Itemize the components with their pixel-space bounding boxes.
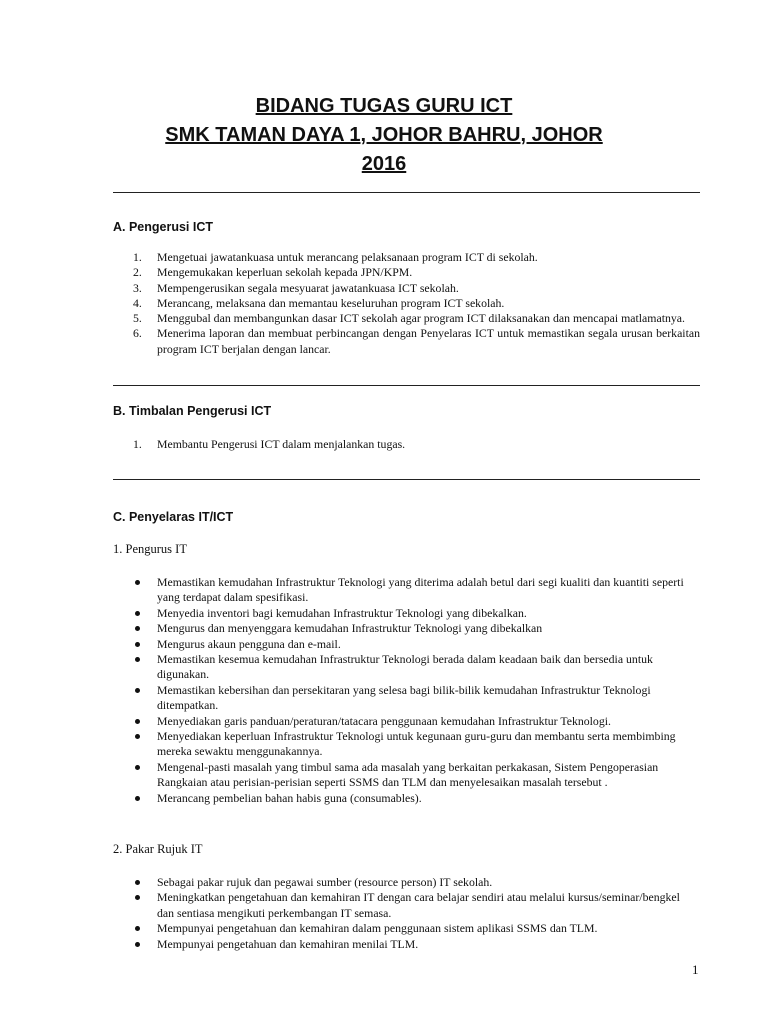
- list-item-text: Mengurus dan menyenggara kemudahan Infrastruktur Teknologi yang dibekalkan: [157, 621, 543, 636]
- bullet-icon: [135, 880, 140, 885]
- pengurus-it-list: [113, 575, 700, 806]
- section-a-heading: A. Pengerusi ICT: [113, 220, 214, 234]
- bullet-icon: [135, 719, 140, 724]
- list-item-text: Menyedia inventori bagi kemudahan Infrastruktur Teknologi yang dibekalkan.: [157, 605, 527, 620]
- list-item: [113, 575, 700, 606]
- list-item-number: 3.: [133, 280, 142, 295]
- list-item-text: Memastikan kebersihan dan persekitaran yang selesa bagi bilik-bilik kemudahan Infrastruktur Teknologi ditempatkan.: [157, 682, 651, 713]
- list-item: [113, 683, 700, 714]
- list-item: [113, 714, 700, 729]
- bullet-icon: [135, 580, 140, 585]
- list-item: [113, 311, 700, 326]
- list-item-text: Mengenal-pasti masalah yang timbul sama ada masalah yang berkaitan perkakasan, Sistem Pengoperasian Rangkaian atau perisian-perisian seperti SSMS dan TLM dan menyelesaikan masalah tersebut .: [157, 759, 659, 790]
- list-item-text: Meningkatkan pengetahuan dan kemahiran IT dengan cara belajar sendiri atau melalui kursus/seminar/bengkel dan sentiasa mengikuti perkembangan IT semasa.: [157, 890, 680, 920]
- list-item: [113, 875, 700, 890]
- bullet-icon: [135, 895, 140, 900]
- list-item-number: 6.: [133, 326, 142, 341]
- list-item: [113, 937, 700, 952]
- bullet-icon: [135, 688, 140, 693]
- list-item: [113, 326, 700, 357]
- bullet-icon: [135, 657, 140, 662]
- list-item-text: Mengetuai jawatankuasa untuk merancang pelaksanaan program ICT di sekolah.: [157, 250, 538, 264]
- list-item: [113, 281, 700, 296]
- list-item-number: 1.: [133, 437, 142, 451]
- list-item-text: Membantu Pengerusi ICT dalam menjalankan tugas.: [157, 437, 406, 451]
- list-item: [113, 437, 700, 452]
- list-item-text: Menggubal dan membangunkan dasar ICT sekolah agar program ICT dilaksanakan dan mencapai matlamatnya.: [157, 311, 685, 326]
- list-item-text: Memastikan kesemua kemudahan Infrastruktur Teknologi berada dalam keadaan baik dan bersedia untuk digunakan.: [157, 652, 653, 682]
- bullet-icon: [135, 765, 140, 770]
- list-item: [113, 296, 700, 311]
- list-item: [113, 265, 700, 280]
- list-item: [113, 729, 700, 760]
- list-item-text: Mempengerusikan segala mesyuarat jawatankuasa ICT sekolah.: [157, 280, 459, 295]
- list-item-number: 5.: [133, 311, 142, 326]
- page-number: 1: [692, 962, 699, 977]
- list-item-number: 2.: [133, 265, 142, 280]
- list-item-text: Mengemukakan keperluan sekolah kepada JPN/KPM.: [157, 265, 413, 280]
- pakar-rujuk-it-subheading: 2. Pakar Rujuk IT: [113, 842, 203, 856]
- list-item-text: Menyediakan garis panduan/peraturan/tatacara penggunaan kemudahan Infrastruktur Teknologi.: [157, 713, 611, 728]
- divider-line: [113, 479, 700, 480]
- pakar-rujuk-it-list: [113, 875, 700, 952]
- list-item-number: 4.: [133, 295, 142, 310]
- list-item: [113, 890, 700, 921]
- list-item: [113, 250, 700, 265]
- list-item-text: Menerima laporan dan membuat perbincangan dengan Penyelaras ICT untuk memastikan segala urusan berkaitan program ICT berjalan dengan lancar.: [157, 326, 700, 356]
- divider-line: [113, 385, 700, 386]
- list-item-text: Mempunyai pengetahuan dan kemahiran menilai TLM.: [157, 936, 419, 951]
- divider-line: [113, 192, 700, 193]
- section-b-list: [113, 437, 700, 452]
- section-c-heading: C. Penyelaras IT/ICT: [113, 510, 234, 524]
- bullet-icon: [135, 734, 140, 739]
- bullet-icon: [135, 942, 140, 947]
- bullet-icon: [135, 796, 140, 801]
- list-item-text: Sebagai pakar rujuk dan pegawai sumber (resource person) IT sekolah.: [157, 875, 493, 889]
- title-line-2: SMK TAMAN DAYA 1, JOHOR BAHRU, JOHOR: [165, 124, 603, 146]
- list-item-number: 1.: [133, 250, 142, 264]
- list-item: [113, 621, 700, 636]
- list-item: [113, 637, 700, 652]
- document-title: [0, 92, 768, 179]
- list-item: [113, 791, 700, 806]
- list-item-text: Memastikan kemudahan Infrastruktur Teknologi yang diterima adalah betul dari segi kualiti dan kuantiti seperti yang terdapat dalam spesifikasi.: [157, 575, 684, 605]
- bullet-icon: [135, 611, 140, 616]
- bullet-icon: [135, 642, 140, 647]
- list-item-text: Mengurus akaun pengguna dan e-mail.: [157, 636, 341, 651]
- title-line-1: BIDANG TUGAS GURU ICT: [255, 95, 513, 117]
- list-item: [113, 606, 700, 621]
- list-item-text: Menyediakan keperluan Infrastruktur Teknologi untuk kegunaan guru-guru dan membantu serta membimbing mereka sewaktu menggunakannya.: [157, 729, 676, 759]
- list-item-text: Mempunyai pengetahuan dan kemahiran dalam penggunaan sistem aplikasi SSMS dan TLM.: [157, 921, 598, 936]
- section-b-heading: B. Timbalan Pengerusi ICT: [113, 404, 272, 418]
- list-item: [113, 652, 700, 683]
- pengurus-it-subheading: 1. Pengurus IT: [113, 542, 187, 556]
- section-a-list: [113, 250, 700, 357]
- title-line-3: 2016: [361, 153, 407, 175]
- bullet-icon: [135, 926, 140, 931]
- bullet-icon: [135, 626, 140, 631]
- list-item-text: Merancang pembelian bahan habis guna (consumables).: [157, 790, 422, 805]
- list-item: [113, 760, 700, 791]
- list-item: [113, 921, 700, 936]
- list-item-text: Merancang, melaksana dan memantau keseluruhan program ICT sekolah.: [157, 295, 505, 310]
